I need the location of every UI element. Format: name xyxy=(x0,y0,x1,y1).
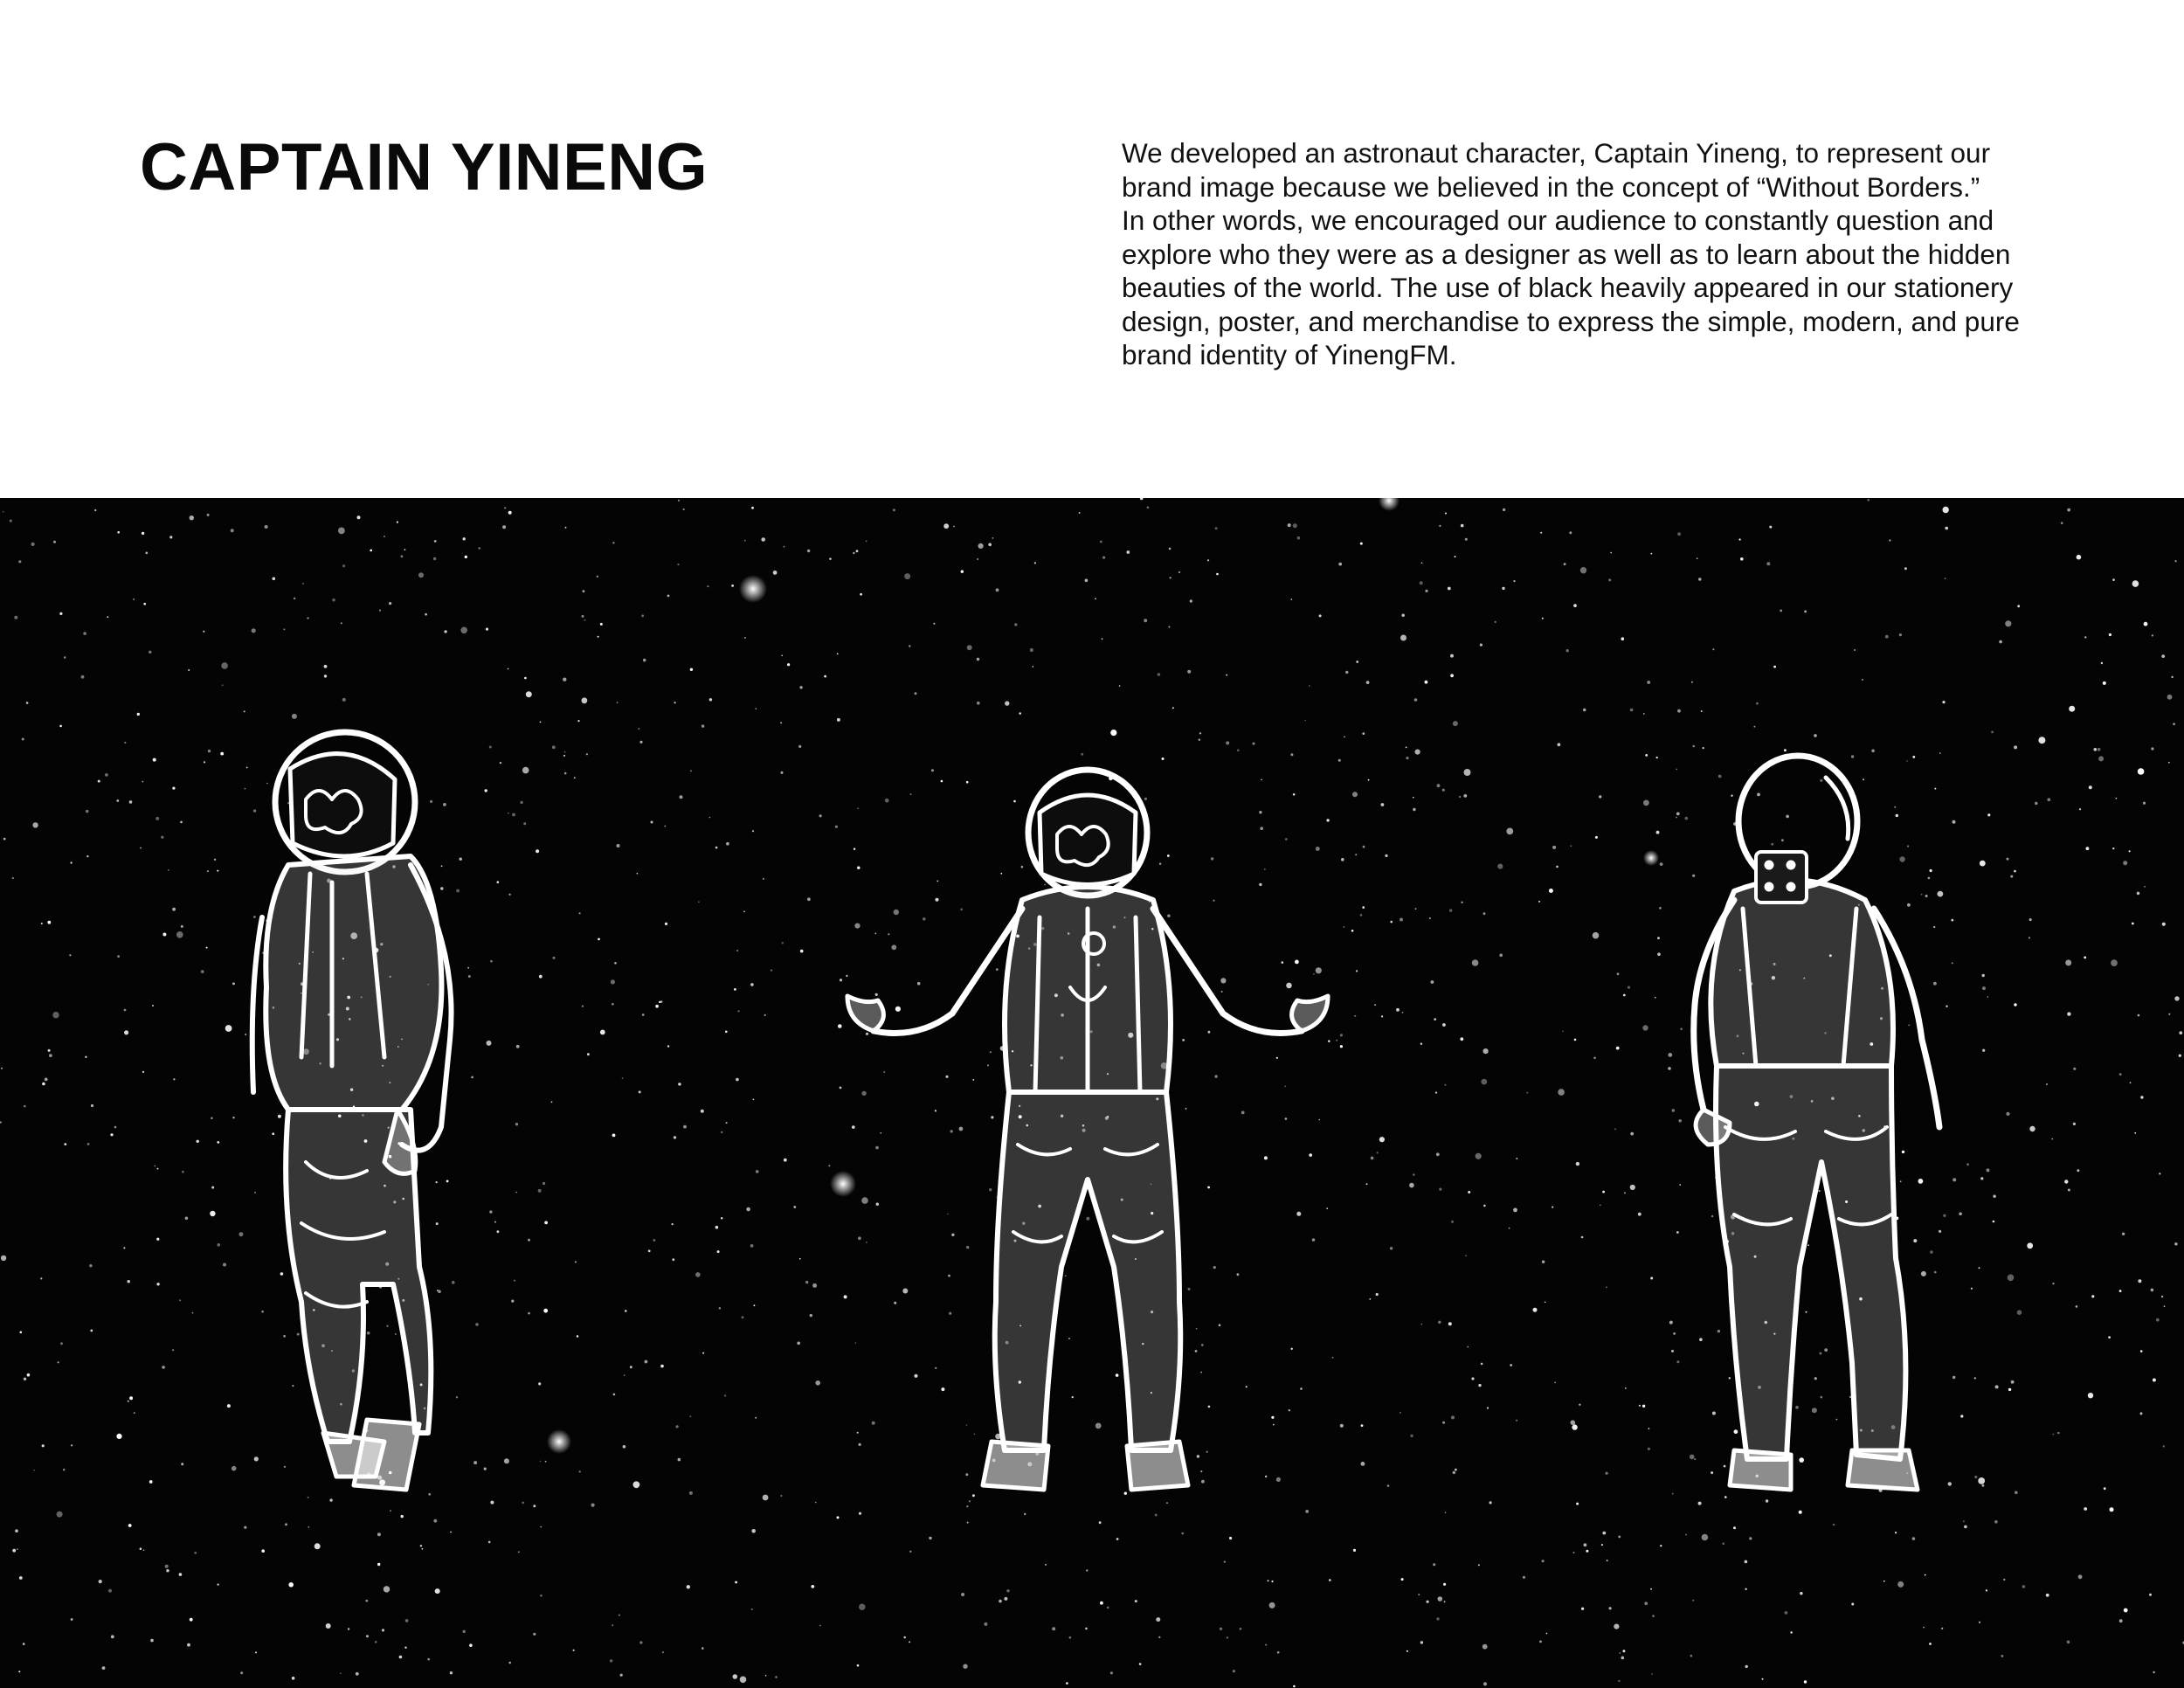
page-header xyxy=(0,0,2184,498)
description-line: brand identity of YinengFM. xyxy=(1122,339,1457,370)
brand-description xyxy=(1122,136,2065,372)
starfield-svg xyxy=(0,498,2184,1688)
description-line: We developed an astronaut character, Captain Yineng, to represent our xyxy=(1122,137,1991,169)
description-line: beauties of the world. The use of black heavily appeared in our stationery xyxy=(1122,272,2014,303)
description-line: brand image because we believed in the concept of “Without Borders.” xyxy=(1122,170,1980,203)
description-line: design, poster, and merchandise to express the simple, modern, and pure xyxy=(1122,305,2020,337)
starfield-illustration xyxy=(0,498,2184,1688)
astronaut-front-view xyxy=(847,770,1328,1490)
page-title: CAPTAIN YINENG xyxy=(140,130,708,204)
astronaut-back-view xyxy=(1694,756,1939,1490)
description-line: explore who they were as a designer as well as to learn about the hidden xyxy=(1122,238,2011,270)
astronaut-side-view xyxy=(252,732,452,1490)
description-line: In other words, we encouraged our audience to constantly question and xyxy=(1122,204,1994,236)
